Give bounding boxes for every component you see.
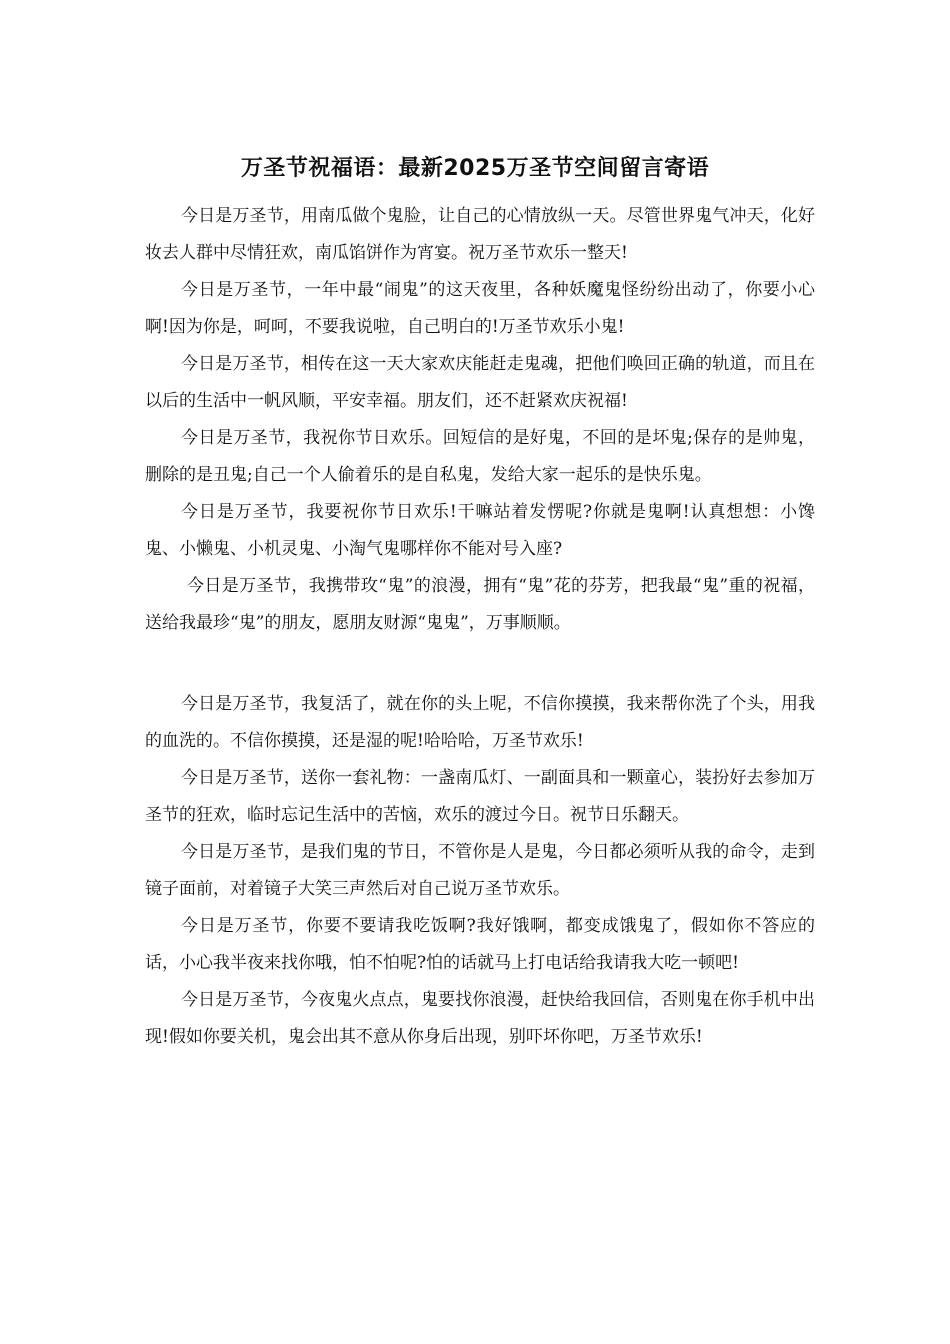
document-body bbox=[145, 198, 815, 1056]
paragraph-gap bbox=[145, 642, 815, 686]
paragraph-11: 今日是万圣节，今夜鬼火点点，鬼要找你浪漫，赶快给我回信，否则鬼在你手机中出现!假如你要关机，鬼会出其不意从你身后出现，别吓坏你吧，万圣节欢乐! bbox=[145, 990, 815, 1047]
paragraph-4: 今日是万圣节，我祝你节日欢乐。回短信的是好鬼，不回的是坏鬼;保存的是帅鬼，删除的是丑鬼;自己一个人偷着乐的是自私鬼，发给大家一起乐的是快乐鬼。 bbox=[145, 428, 815, 485]
paragraph-2: 今日是万圣节，一年中最“闹鬼”的这天夜里，各种妖魔鬼怪纷纷出动了，你要小心啊!因为你是，呵呵，不要我说啦，自己明白的!万圣节欢乐小鬼! bbox=[145, 280, 815, 337]
paragraph-5: 今日是万圣节，我要祝你节日欢乐!干嘛站着发愣呢?你就是鬼啊!认真想想：小馋鬼、小懒鬼、小机灵鬼、小淘气鬼哪样你不能对号入座? bbox=[145, 502, 815, 559]
paragraph-10: 今日是万圣节，你要不要请我吃饭啊?我好饿啊，都变成饿鬼了，假如你不答应的话，小心我半夜来找你哦，怕不怕呢?怕的话就马上打电话给我请我大吃一顿吧! bbox=[145, 916, 815, 973]
paragraph-7: 今日是万圣节，我复活了，就在你的头上呢，不信你摸摸，我来帮你洗了个头，用我的血洗的。不信你摸摸，还是湿的呢!哈哈哈，万圣节欢乐! bbox=[145, 694, 815, 751]
paragraph-8: 今日是万圣节，送你一套礼物：一盏南瓜灯、一副面具和一颗童心，装扮好去参加万圣节的狂欢，临时忘记生活中的苦恼，欢乐的渡过今日。祝节日乐翻天。 bbox=[145, 768, 815, 825]
document-title: 万圣节祝福语：最新2025万圣节空间留言寄语 bbox=[240, 156, 710, 181]
paragraph-9: 今日是万圣节，是我们鬼的节日，不管你是人是鬼，今日都必须听从我的命令，走到镜子面前，对着镜子大笑三声然后对自己说万圣节欢乐。 bbox=[145, 842, 815, 899]
paragraph-6: 今日是万圣节，我携带玫“鬼”的浪漫，拥有“鬼”花的芬芳，把我最“鬼”重的祝福，送给我最珍“鬼”的朋友，愿朋友财源“鬼鬼”，万事顺顺。 bbox=[145, 576, 815, 633]
paragraph-3: 今日是万圣节，相传在这一天大家欢庆能赶走鬼魂，把他们唤回正确的轨道，而且在以后的生活中一帆风顺，平安幸福。朋友们，还不赶紧欢庆祝福! bbox=[145, 354, 815, 411]
paragraph-1: 今日是万圣节，用南瓜做个鬼脸，让自己的心情放纵一天。尽管世界鬼气冲天，化好妆去人群中尽情狂欢，南瓜馅饼作为宵宴。祝万圣节欢乐一整天! bbox=[145, 206, 815, 263]
